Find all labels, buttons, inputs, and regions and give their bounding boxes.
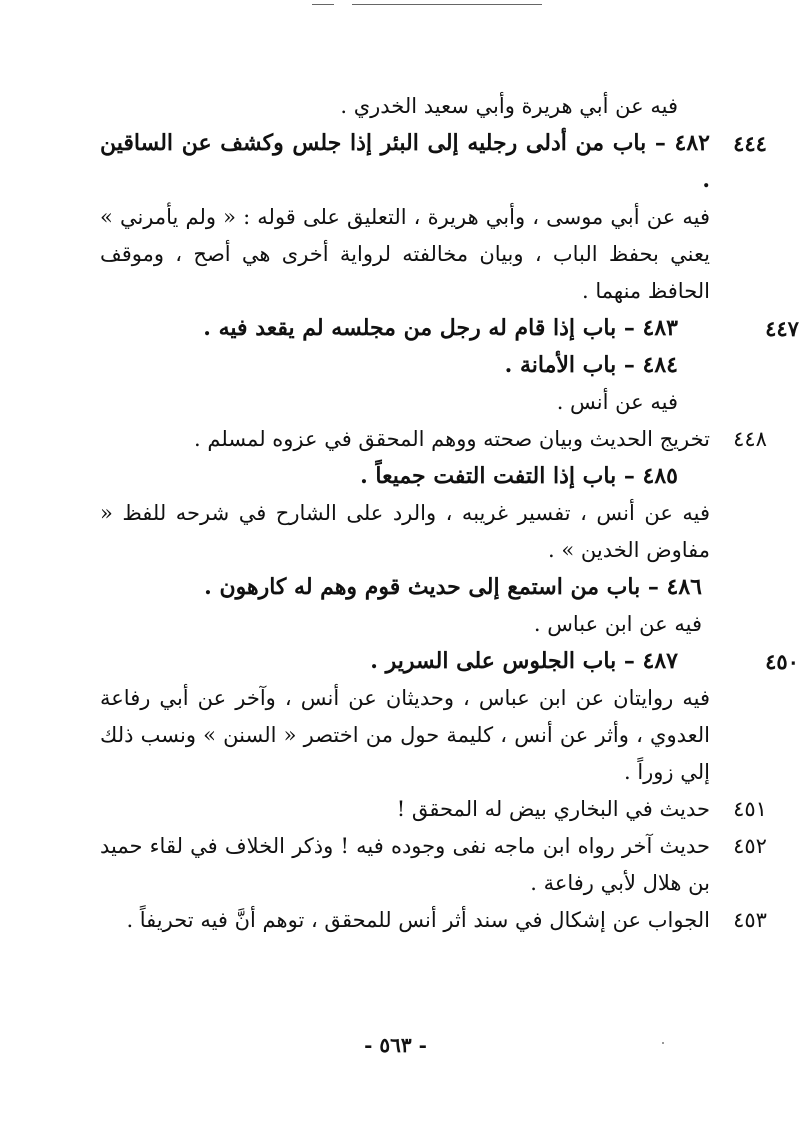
- entry-2: [100, 199, 710, 310]
- entry-13: [100, 791, 767, 828]
- entry-number: ٤٥٠: [765, 649, 799, 674]
- entry-text: فيه عن ابن عباس .: [533, 612, 702, 636]
- entry-text: فيه روايتان عن ابن عباس ، وحديثان عن أنس ، وآخر عن أبي رفاعة العدوي ، وأثر عن أنس ، كليمة حول من اختصر « السنن » ونسب ذلك إلي زوراً .: [100, 686, 710, 784]
- entry-3: [100, 310, 799, 347]
- entry-8: [100, 495, 710, 569]
- top-rule-long: [352, 4, 542, 5]
- entry-11: [100, 643, 799, 680]
- page-body: [100, 88, 799, 939]
- entry-text: حديث في البخاري بيض له المحقق !: [396, 797, 710, 821]
- entry-text: حديث آخر رواه ابن ماجه نفى وجوده فيه ! وذكر الخلاف في لقاء حميد بن هلال لأبي رفاعة .: [100, 834, 710, 895]
- entry-text: فيه عن أبي موسى ، وأبي هريرة ، التعليق على قوله : « ولم يأمرني » يعني بحفظ الباب ، وبيان مخالفته لرواية أخرى هي أصح ، وموقف الحافظ منهما .: [100, 205, 710, 303]
- entry-heading: ٤٨٤ – باب الأمانة .: [504, 352, 678, 378]
- entry-9: [100, 569, 710, 606]
- entry-number: ٤٤٨: [733, 427, 767, 451]
- entry-number: ٤٥٣: [733, 908, 767, 932]
- entry-text: الجواب عن إشكال في سند أثر أنس للمحقق ، توهم أنَّ فيه تحريفاً .: [126, 908, 710, 932]
- entry-10: [100, 606, 710, 643]
- entry-1: [100, 125, 767, 199]
- entry-7: [100, 458, 710, 495]
- entry-text: فيه عن أبي هريرة وأبي سعيد الخدري .: [340, 94, 678, 118]
- entry-6: [100, 421, 767, 458]
- entry-number: ٤٤٧: [765, 316, 799, 341]
- page-number: - ٥٦٣ -: [364, 1033, 427, 1057]
- entry-14: [100, 828, 767, 902]
- entry-0: [100, 88, 710, 125]
- entry-15: [100, 902, 767, 939]
- entry-5: [100, 384, 710, 421]
- entry-heading: ٤٨٥ – باب إذا التفت التفت جميعاً .: [360, 463, 678, 489]
- entry-12: [100, 680, 710, 791]
- entry-heading: ٤٨٣ – باب إذا قام له رجل من مجلسه لم يقعد فيه .: [203, 315, 678, 341]
- entry-text: فيه عن أنس .: [556, 390, 678, 414]
- top-rule-short: [312, 4, 334, 5]
- speck-mark: [662, 1042, 664, 1044]
- entry-number: ٤٥١: [733, 797, 767, 821]
- entry-4: [100, 347, 710, 384]
- entry-text: فيه عن أنس ، تفسير غريبه ، والرد على الشارح في شرحه للفظ « مفاوض الخدين » .: [100, 501, 710, 562]
- entry-heading: ٤٨٢ – باب من أدلى رجليه إلى البئر إذا جلس وكشف عن الساقين .: [100, 130, 710, 193]
- entry-heading: ٤٨٦ – باب من استمع إلى حديث قوم وهم له كارهون .: [204, 574, 702, 600]
- entry-text: تخريج الحديث وبيان صحته ووهم المحقق في عزوه لمسلم .: [194, 427, 710, 451]
- entry-heading: ٤٨٧ – باب الجلوس على السرير .: [370, 648, 678, 674]
- entry-number: ٤٤٤: [733, 131, 767, 156]
- entry-number: ٤٥٢: [733, 834, 767, 858]
